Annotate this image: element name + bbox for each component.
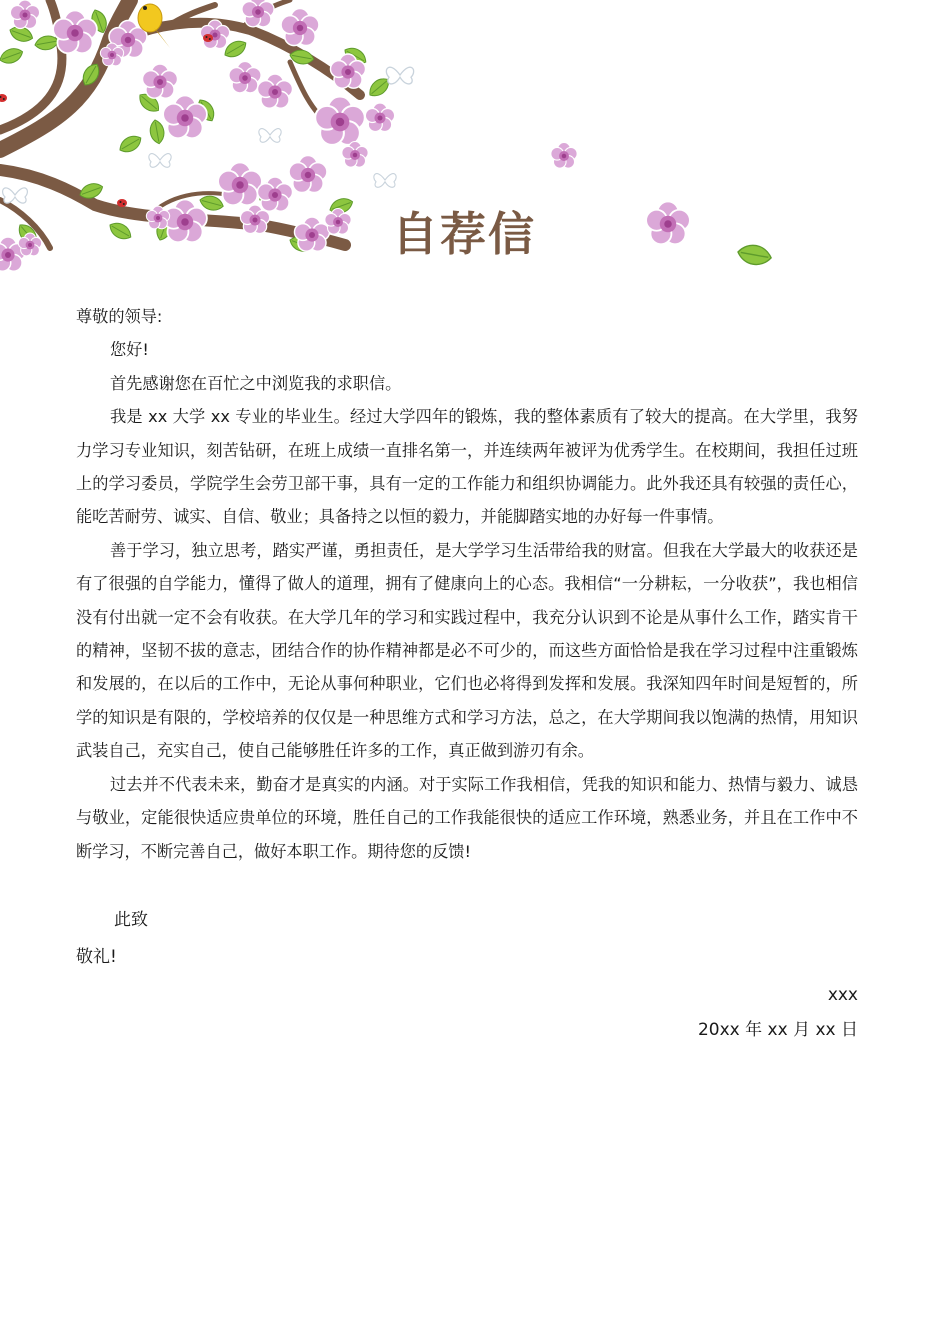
- closing-line-2: 敬礼!: [76, 947, 117, 968]
- closing-line-1: 此致: [114, 909, 148, 930]
- paragraph-intro: 首先感谢您在百忙之中浏览我的求职信。: [110, 373, 402, 393]
- greeting: 尊敬的领导:: [76, 307, 163, 326]
- paragraph-background: 我是 xx 大学 xx 专业的毕业生。经过大学四年的锻炼，我的整体素质有了较大的提高。在大学里，我努力学习专业知识，刻苦钻研，在班上成绩一直排名第一，并连续两年被评为优秀学生。在校期间，我担任过班上的学习委员，学院学生会劳卫部干事，具有一定的工作能力和组织协调能力。此外我还具有较强的责任心，能吃苦耐劳、诚实、自信、敬业；具备持之以恒的毅力，并能脚踏实地的办好每一件事情。: [76, 407, 858, 527]
- signature: xxx: [827, 984, 858, 1005]
- letter-body: [76, 300, 858, 1048]
- page-title: 自荐信: [392, 207, 536, 261]
- paragraph-growth: 善于学习，独立思考，踏实严谨，勇担责任，是大学学习生活带给我的财富。但我在大学最大的收获还是有了很强的自学能力，懂得了做人的道理，拥有了健康向上的心态。我相信“一分耕耘，一分收获”，我也相信没有付出就一定不会有收获。在大学几年的学习和实践过程中，我充分认识到不论是从事什么工作，踏实肯干的精神，坚韧不拔的意志，团结合作的协作精神都是必不可少的，而这些方面恰恰是我在学习过程中注重锻炼和发展的，在以后的工作中，无论从事何种职业，它们也必将得到发挥和发展。我深知四年时间是短暂的，所学的知识是有限的，学校培养的仅仅是一种思维方式和学习方法，总之，在大学期间我以饱满的热情，用知识武装自己，充实自己，使自己能够胜任许多的工作，真正做到游刃有余。: [76, 540, 858, 761]
- salutation: 您好!: [110, 340, 149, 360]
- date: 20xx 年 xx 月 xx 日: [697, 1020, 858, 1041]
- paragraph-future: 过去并不代表未来，勤奋才是真实的内涵。对于实际工作我相信，凭我的知识和能力、热情与毅力、诚恳与敬业，定能很快适应贵单位的环境，胜任自己的工作我能很快的适应工作环境，熟悉业务，并且在工作中不断学习，不断完善自己，做好本职工作。期待您的反馈!: [76, 774, 858, 861]
